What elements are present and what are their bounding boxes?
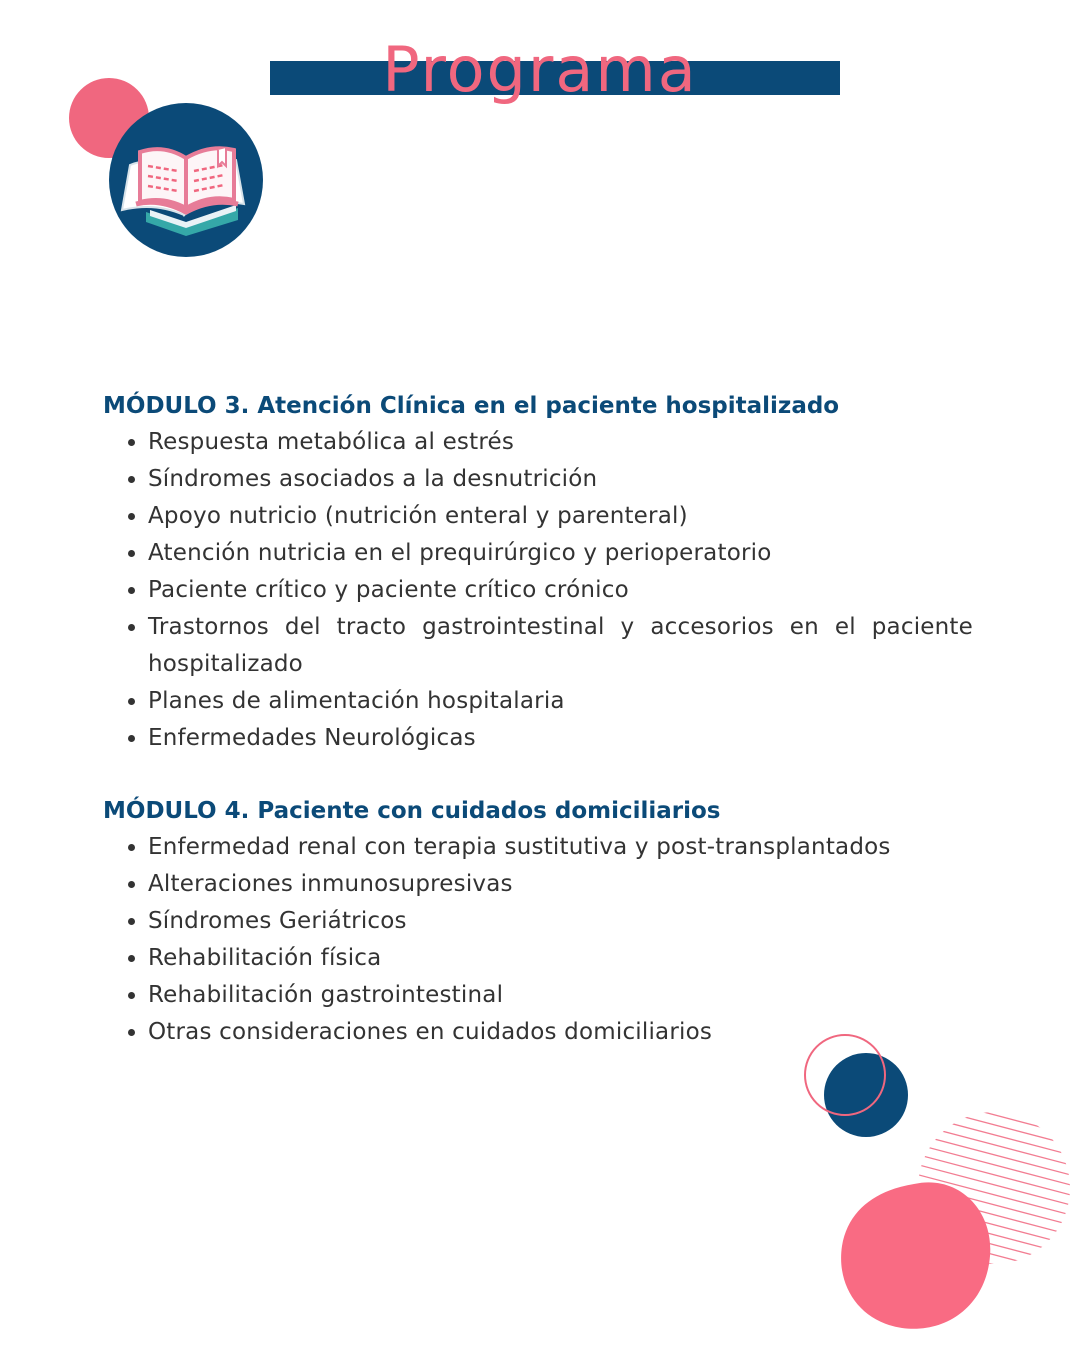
list-item: Rehabilitación gastrointestinal	[148, 977, 973, 1014]
module-3-list	[103, 424, 973, 757]
list-item: Otras consideraciones en cuidados domiciliarios	[148, 1014, 973, 1051]
module-3	[103, 388, 973, 757]
list-item: Respuesta metabólica al estrés	[148, 424, 973, 461]
module-4	[103, 793, 973, 1051]
list-item: Síndromes asociados a la desnutrición	[148, 461, 973, 498]
navy-dot	[824, 1053, 908, 1137]
list-item: Enfermedades Neurológicas	[148, 720, 973, 757]
list-item: Trastornos del tracto gastrointestinal y accesorios en el paciente hospitalizado	[148, 609, 973, 683]
list-item: Planes de alimentación hospitalaria	[148, 683, 973, 720]
module-4-list	[103, 829, 973, 1051]
list-item: Síndromes Geriátricos	[148, 903, 973, 940]
page-title: Programa	[382, 33, 698, 106]
list-item: Enfermedad renal con terapia sustitutiva y post-transplantados	[148, 829, 973, 866]
book-badge	[60, 70, 280, 270]
list-item: Atención nutricia en el prequirúrgico y perioperatorio	[148, 535, 973, 572]
list-item: Rehabilitación física	[148, 940, 973, 977]
module-heading: MÓDULO 3. Atención Clínica en el paciente hospitalizado	[103, 393, 840, 419]
pink-blob	[841, 1182, 990, 1328]
list-item: Apoyo nutricio (nutrición enteral y parenteral)	[148, 498, 973, 535]
module-heading: MÓDULO 4. Paciente con cuidados domiciliarios	[103, 798, 721, 824]
list-item: Paciente crítico y paciente crítico crónico	[148, 572, 973, 609]
list-item: Alteraciones inmunosupresivas	[148, 866, 973, 903]
program-content	[103, 388, 973, 1051]
bottom-decoration	[790, 1020, 1080, 1350]
